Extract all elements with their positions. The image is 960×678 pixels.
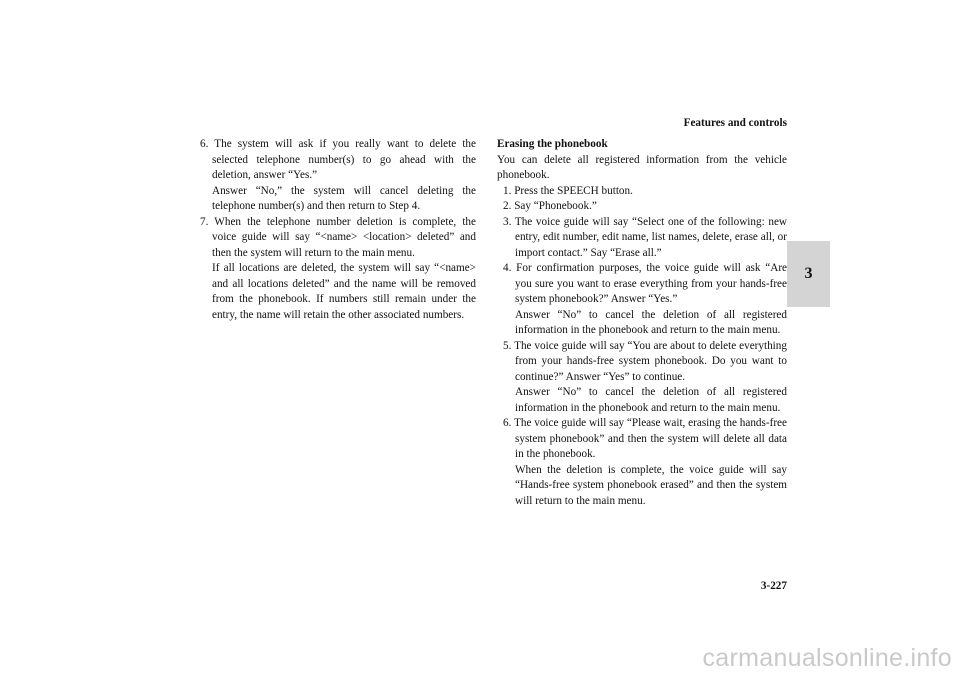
step-text: Say “Phonebook.”: [514, 200, 597, 212]
step-number: 6.: [200, 138, 209, 150]
left-column: [200, 137, 476, 323]
step-text: The system will ask if you really want to delete the selected telephone number(s) to go ahead with the deletion, answer “Yes.”: [212, 138, 476, 181]
step-text: Answer “No” to cancel the deletion of all registered information in the phonebook and return to the main menu.: [515, 308, 787, 336]
step-text: Answer “No” to cancel the deletion of all registered information in the phonebook and return to the main menu.: [515, 386, 787, 414]
step-list: [497, 184, 787, 510]
step-number: 7.: [200, 215, 209, 228]
list-item: [503, 184, 787, 200]
step-text: If all locations are deleted, the system will say “<name> and all locations deleted” and the name will be removed from the phonebook. If numbers still remain under the entry, the name will retain the other associated numbers.: [212, 262, 476, 321]
list-item: [503, 261, 787, 339]
section-intro: You can delete all registered information from the vehicle phonebook.: [497, 153, 787, 181]
step-text: For confirmation purposes, the voice guide will ask “Are you sure you want to erase everything from your hands-free system phonebook?” Answer “Yes.”: [515, 262, 788, 305]
step-number: 1.: [503, 184, 512, 197]
page-number: 3-227: [760, 580, 787, 592]
list-item: [503, 215, 787, 262]
step-number: 5.: [503, 339, 512, 352]
step-number: 3.: [503, 215, 512, 228]
list-item: [503, 416, 787, 509]
list-item: [200, 215, 476, 324]
right-column: [497, 137, 787, 509]
list-item: [200, 137, 476, 215]
step-text: The voice guide will say “You are about to delete everything from your hands-free system phonebook. Do you want to continue?” Answer “Yes” to continue.: [514, 339, 787, 383]
section-heading: Erasing the phonebook: [497, 138, 608, 150]
step-number: 6.: [503, 417, 512, 429]
step-text: Press the SPEECH button.: [514, 184, 633, 197]
list-item: [503, 339, 787, 417]
list-item: [503, 199, 787, 215]
chapter-number: 3: [804, 265, 813, 282]
page-header-title: Features and controls: [683, 117, 787, 129]
step-text: When the telephone number deletion is complete, the voice guide will say “<name> <location> deleted” and then the system will return to the main menu.: [212, 215, 476, 259]
step-number: 2.: [503, 200, 512, 212]
step-text: When the deletion is complete, the voice guide will say “Hands-free system phonebook erased” and then the system will return to the main menu.: [515, 463, 787, 507]
step-text: The voice guide will say “Select one of the following: new entry, edit number, edit name, list names, delete, erase all, or import contact.” Say “Erase all.”: [514, 215, 787, 259]
step-number: 4.: [503, 262, 512, 274]
step-text: The voice guide will say “Please wait, erasing the hands-free system phonebook” and then the system will delete all data in the phonebook.: [514, 417, 787, 460]
step-text: Answer “No,” the system will cancel deleting the telephone number(s) and then return to Step 4.: [212, 184, 476, 212]
chapter-tab: [787, 241, 830, 307]
watermark: carmanualsonline.info: [702, 644, 952, 672]
